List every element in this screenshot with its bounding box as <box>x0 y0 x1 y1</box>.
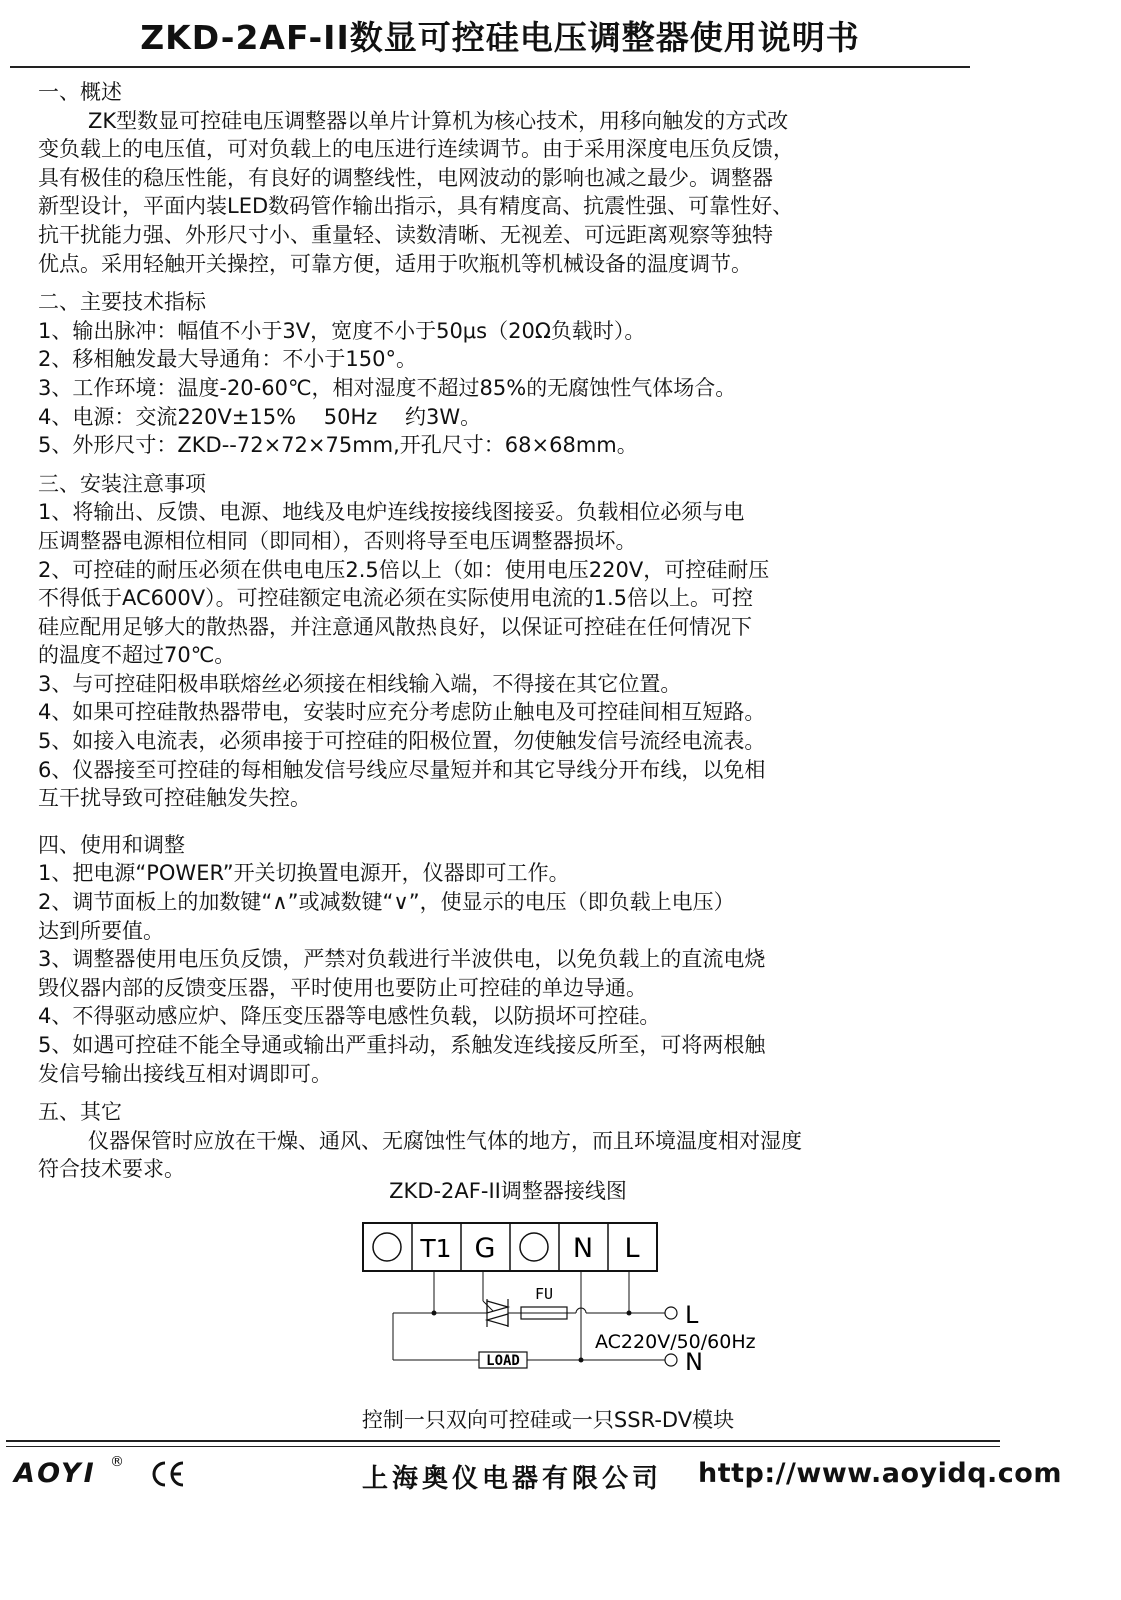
section-heading-usage: 四、使用和调整 <box>38 832 185 857</box>
terminal-l: L <box>624 1233 640 1264</box>
usage-line: 达到所要值。 <box>38 918 164 943</box>
wiring-diagram <box>355 1215 795 1390</box>
section-heading-specs: 二、主要技术指标 <box>38 290 206 315</box>
section-heading-other: 五、其它 <box>38 1100 122 1125</box>
install-line: 不得低于AC600V）。可控硅额定电流必须在实际使用电流的1.5倍以上。可控 <box>38 586 754 611</box>
company-name: 上海奥仪电器有限公司 <box>362 1464 663 1494</box>
terminal-g: G <box>474 1233 496 1264</box>
install-line: 互干扰导致可控硅触发失控。 <box>38 786 311 811</box>
line-label: L <box>685 1301 699 1329</box>
document-body <box>38 78 958 1184</box>
aoyi-logo: AOYI <box>14 1458 97 1489</box>
spec-item: 2、移相触发最大导通角：不小于150°。 <box>38 347 417 372</box>
overview-line: 优点。采用轻触开关操控，可靠方便，适用于吹瓶机等机械设备的温度调节。 <box>38 251 752 276</box>
usage-line: 2、调节面板上的加数键“∧”或减数键“∨”，使显示的电压（即负载上电压） <box>38 890 735 915</box>
usage-line: 发信号输出接线互相对调即可。 <box>38 1061 332 1086</box>
overview-line: 变负载上的电压值，可对负载上的电压进行连续调节。由于采用深度电压负反馈， <box>38 137 794 162</box>
terminal-n: N <box>572 1233 594 1264</box>
load-label: LOAD <box>486 1353 520 1369</box>
install-line: 压调整器电源相位相同（即同相），否则将导至电压调整器损坏。 <box>38 528 637 553</box>
ce-mark-icon <box>150 1460 186 1488</box>
install-line: 6、仪器接至可控硅的每相触发信号线应尽量短并和其它导线分开布线，以免相 <box>38 757 766 782</box>
section-heading-install: 三、安装注意事项 <box>38 471 206 496</box>
other-line: 符合技术要求。 <box>38 1157 185 1182</box>
overview-line: 抗干扰能力强、外形尺寸小、重量轻、读数清晰、无视差、可远距离观察等独特 <box>38 222 773 247</box>
install-line: 4、如果可控硅散热器带电，安装时应充分考虑防止触电及可控硅间相互短路。 <box>38 700 766 725</box>
section-heading-overview: 一、概述 <box>38 80 122 104</box>
terminal-blank-1 <box>373 1233 401 1261</box>
fuse-label: FU <box>535 1285 554 1303</box>
spec-item: 3、工作环境：温度-20-60℃，相对湿度不超过85%的无腐蚀性气体场合。 <box>38 375 737 400</box>
line-terminal-icon <box>665 1307 677 1319</box>
neutral-terminal-icon <box>665 1354 677 1366</box>
install-line: 2、可控硅的耐压必须在供电电压2.5倍以上（如：使用电压220V，可控硅耐压 <box>38 557 770 582</box>
spec-item: 1、输出脉冲：幅值不小于3V，宽度不小于50μs（20Ω负载时）。 <box>38 318 646 343</box>
spec-item: 5、外形尺寸：ZKD--72×72×75mm,开孔尺寸：68×68mm。 <box>38 433 638 458</box>
wiring-diagram-caption: 控制一只双向可控硅或一只SSR-DV模块 <box>361 1408 735 1432</box>
footer <box>0 1454 1121 1498</box>
terminal-t1: T1 <box>420 1234 452 1263</box>
terminal-blank-4 <box>520 1233 548 1261</box>
wiring-diagram-title: ZKD-2AF-II调整器接线图 <box>389 1179 627 1203</box>
neutral-label: N <box>685 1348 703 1376</box>
install-line: 3、与可控硅阳极串联熔丝必须接在相线输入端，不得接在其它位置。 <box>38 671 682 696</box>
usage-line: 3、调整器使用电压负反馈，严禁对负载进行半波供电，以免负载上的直流电烧 <box>38 947 766 972</box>
install-line: 的温度不超过70℃。 <box>38 643 236 668</box>
install-line: 5、如接入电流表，必须串接于可控硅的阳极位置，勿使触发信号流经电流表。 <box>38 729 766 754</box>
usage-line: 5、如遇可控硅不能全导通或输出严重抖动，系触发连线接反所至，可将两根触 <box>38 1033 766 1057</box>
footer-rule <box>6 1440 1000 1442</box>
footer-rule-thin <box>6 1446 1000 1447</box>
document-title: ZKD-2AF-II数显可控硅电压调整器使用说明书 <box>140 18 860 57</box>
top-rule <box>10 66 970 68</box>
install-line: 硅应配用足够大的散热器，并注意通风散热良好，以保证可控硅在任何情况下 <box>38 614 752 639</box>
triac-icon <box>483 1299 508 1327</box>
usage-line: 4、不得驱动感应炉、降压变压器等电感性负载，以防损坏可控硅。 <box>38 1004 661 1029</box>
usage-line: 毁仪器内部的反馈变压器，平时使用也要防止可控硅的单边导通。 <box>38 975 647 1000</box>
install-line: 1、将输出、反馈、电源、地线及电炉连线按接线图接妥。负载相位必须与电 <box>38 500 745 525</box>
spec-item: 4、电源：交流220V±15% 50Hz 约3W。 <box>38 404 482 429</box>
company-url: http://www.aoyidq.com <box>698 1458 1062 1489</box>
other-line: 仪器保管时应放在干燥、通风、无腐蚀性气体的地方，而且环境温度相对湿度 <box>88 1128 802 1153</box>
registered-mark: ® <box>110 1454 124 1470</box>
overview-line: 新型设计，平面内装LED数码管作输出指示，具有精度高、抗震性强、可靠性好、 <box>38 194 794 219</box>
usage-line: 1、把电源“POWER”开关切换置电源开，仪器即可工作。 <box>38 861 570 886</box>
supply-label: AC220V/50/60Hz <box>595 1331 756 1353</box>
overview-line: ZK型数显可控硅电压调整器以单片计算机为核心技术，用移向触发的方式改 <box>88 108 789 133</box>
overview-line: 具有极佳的稳压性能，有良好的调整线性，电网波动的影响也减之最少。调整器 <box>38 165 773 190</box>
